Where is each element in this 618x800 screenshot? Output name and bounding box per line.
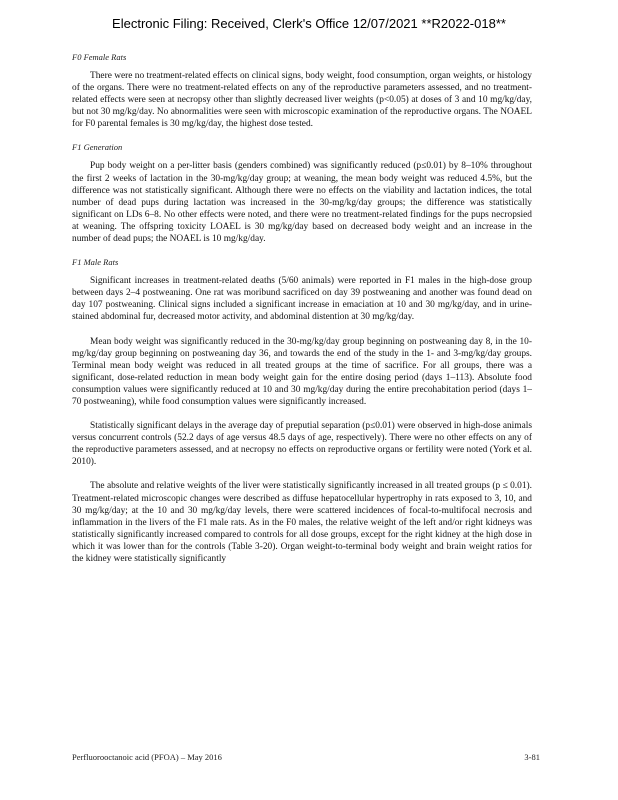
section-heading-f1-male-rats: F1 Male Rats <box>72 257 119 268</box>
paragraph-f1-male-body-weight: Mean body weight was significantly reduced in the 30-mg/kg/day group beginning on postweaning day 8, in the 10-mg/kg/day group beginning on postweaning day 36, and towards the end of the study in the 1- and 3-mg/kg/day groups. Terminal mean body weight was reduced in all treated groups at the time of sacrifice. For all groups, there was a significant, dose-related reduction in mean body weight gain for the entire dosing period (days 1–113). Absolute food consumption values were significantly reduced at 10 and 30 mg/kg/day during the entire precohabitation period (days 1–70 postweaning), while food consumption values were significantly increased. <box>72 336 532 407</box>
page-footer <box>72 752 540 762</box>
paragraph-f1-male-deaths: Significant increases in treatment-related deaths (5/60 animals) were reported in F1 males in the high-dose group between days 2–4 postweaning. One rat was moribund sacrificed on day 39 postweaning and another was found dead on day 107 postweaning. Clinical signs included a significant increase in emaciation at 10 and 30 mg/kg/day, and in urine-stained abdominal fur, decreased motor activity, and abdominal distention at 30 mg/kg/day. <box>72 276 532 323</box>
paragraph-f1-generation: Pup body weight on a per-litter basis (genders combined) was significantly reduced (p≤0.01) by 8–10% throughout the first 2 weeks of lactation in the 30-mg/kg/day group; at weaning, the mean body weight was reduced 4.5%, but the difference was not statistically significant. Although there were no effects on the viability and lactation indices, the total number of dead pups during lactation was increased in the 30-mg/kg/day groups; the difference was statistically significant on LDs 6–8. No other effects were noted, and there were no treatment-related findings for the pups necropsied at weaning. The offspring toxicity LOAEL is 30 mg/kg/day based on decreased body weight and an increase in the number of dead pups; the NOAEL is 10 mg/kg/day. <box>72 161 532 245</box>
document-body <box>72 52 532 577</box>
paragraph-f0-female: There were no treatment-related effects on clinical signs, body weight, food consumption, organ weights, or histology of the organs. There were no treatment-related effects on any of the reproductive parameters assessed, and no treatment-related effects were seen at necropsy other than slightly decreased liver weights (p<0.05) at doses of 3 and 10 mg/kg/day, but not 30 mg/kg/day. No abnormalities were seen with microscopic examination of the reproductive organs. The NOAEL for F0 parental females is 30 mg/kg/day, the highest dose tested. <box>72 71 532 130</box>
section-heading-f1-generation: F1 Generation <box>72 142 123 153</box>
footer-page-number: 3-81 <box>524 752 540 762</box>
filing-header: Electronic Filing: Received, Clerk's Office 12/07/2021 **R2022-018** <box>112 16 506 31</box>
paragraph-f1-male-preputial: Statistically significant delays in the average day of preputial separation (p≤0.01) were observed in high-dose animals versus concurrent controls (52.2 days of age versus 48.5 days of age, respectively). There were no other effects on any of the reproductive parameters assessed, and at necropsy no effects on reproductive organs or fertility were noted (York et al. 2010). <box>72 421 532 468</box>
footer-document-title: Perfluorooctanoic acid (PFOA) – May 2016 <box>72 752 222 762</box>
paragraph-f1-male-liver: The absolute and relative weights of the liver were statistically significantly increased in all treated groups (p ≤ 0.01). Treatment-related microscopic changes were described as diffuse hepatocellular hypertrophy in rats exposed to 3, 10, and 30 mg/kg/day; at the 10 and 30 mg/kg/day levels, there were scattered incidences of focal-to-multifocal necrosis and inflammation in the livers of the F1 male rats. As in the F0 males, the relative weight of the left and/or right kidneys was statistically significantly increased compared to controls for all dose groups, except for the right kidney at the high dose in which it was lower than for the controls (Table 3-20). Organ weight-to-terminal body weight and brain weight ratios for the kidney were statistically significantly <box>72 481 532 564</box>
section-heading-f0-female-rats: F0 Female Rats <box>72 52 127 62</box>
